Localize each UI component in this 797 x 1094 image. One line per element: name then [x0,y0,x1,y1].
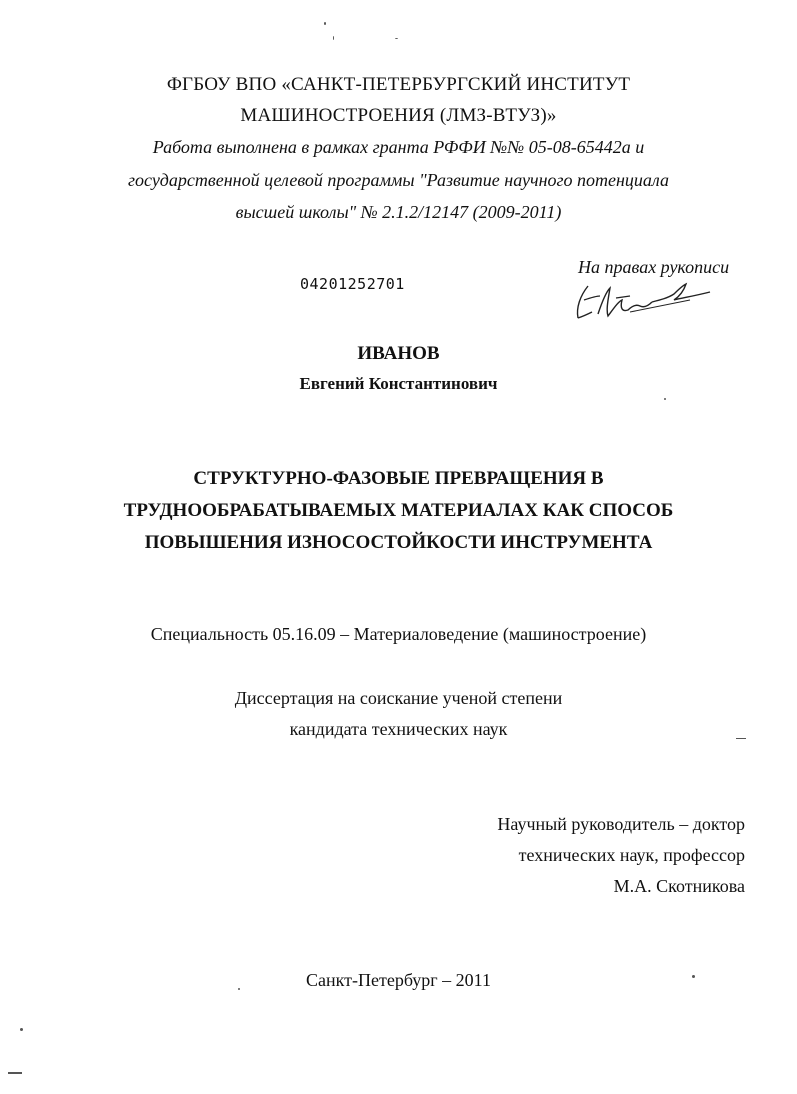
manuscript-rights-note: На правах рукописи [578,257,730,277]
scan-speck [664,398,666,400]
thesis-title-line-1: СТРУКТУРНО-ФАЗОВЫЕ ПРЕВРАЩЕНИЯ В [193,468,604,489]
scan-speck [333,36,334,40]
handwritten-signature [570,278,720,326]
grant-line-2: государственной целевой программы "Развитие научного потенциала [127,170,670,190]
specialty: Специальность 05.16.09 – Материаловедение (машиностроение) [150,624,647,644]
supervisor-line-2: технических наук, профессор [518,845,745,865]
author-given-names: Евгений Константинович [299,374,498,393]
institution-name-line-1: ФГБОУ ВПО «САНКТ-ПЕТЕРБУРГСКИЙ ИНСТИТУТ [166,74,631,95]
degree-line-2: кандидата технических наук [289,719,508,739]
scan-speck [324,22,326,25]
scan-speck [238,988,240,990]
author-surname: ИВАНОВ [357,343,440,364]
scan-speck [692,975,695,978]
scan-speck [395,38,398,39]
supervisor-name: М.А. Скотникова [613,876,745,896]
degree-line-1: Диссертация на соискание ученой степени [234,688,563,708]
scan-speck [736,738,746,739]
city-year: Санкт-Петербург – 2011 [305,970,492,990]
grant-line-3: высшей школы" № 2.1.2/12147 (2009-2011) [235,202,562,222]
scan-speck [8,1072,22,1074]
thesis-title-line-2: ТРУДНООБРАБАТЫВАЕМЫХ МАТЕРИАЛАХ КАК СПОСОБ [123,500,674,521]
institution-name-line-2: МАШИНОСТРОЕНИЯ (ЛМЗ-ВТУЗ)» [240,105,557,126]
registration-code: 04201252701 [300,275,405,293]
thesis-title-line-3: ПОВЫШЕНИЯ ИЗНОСОСТОЙКОСТИ ИНСТРУМЕНТА [144,532,653,553]
grant-line-1: Работа выполнена в рамках гранта РФФИ №№ 05-08-65442а и [152,137,645,157]
scan-speck [20,1028,23,1031]
supervisor-line-1: Научный руководитель – доктор [497,814,745,834]
